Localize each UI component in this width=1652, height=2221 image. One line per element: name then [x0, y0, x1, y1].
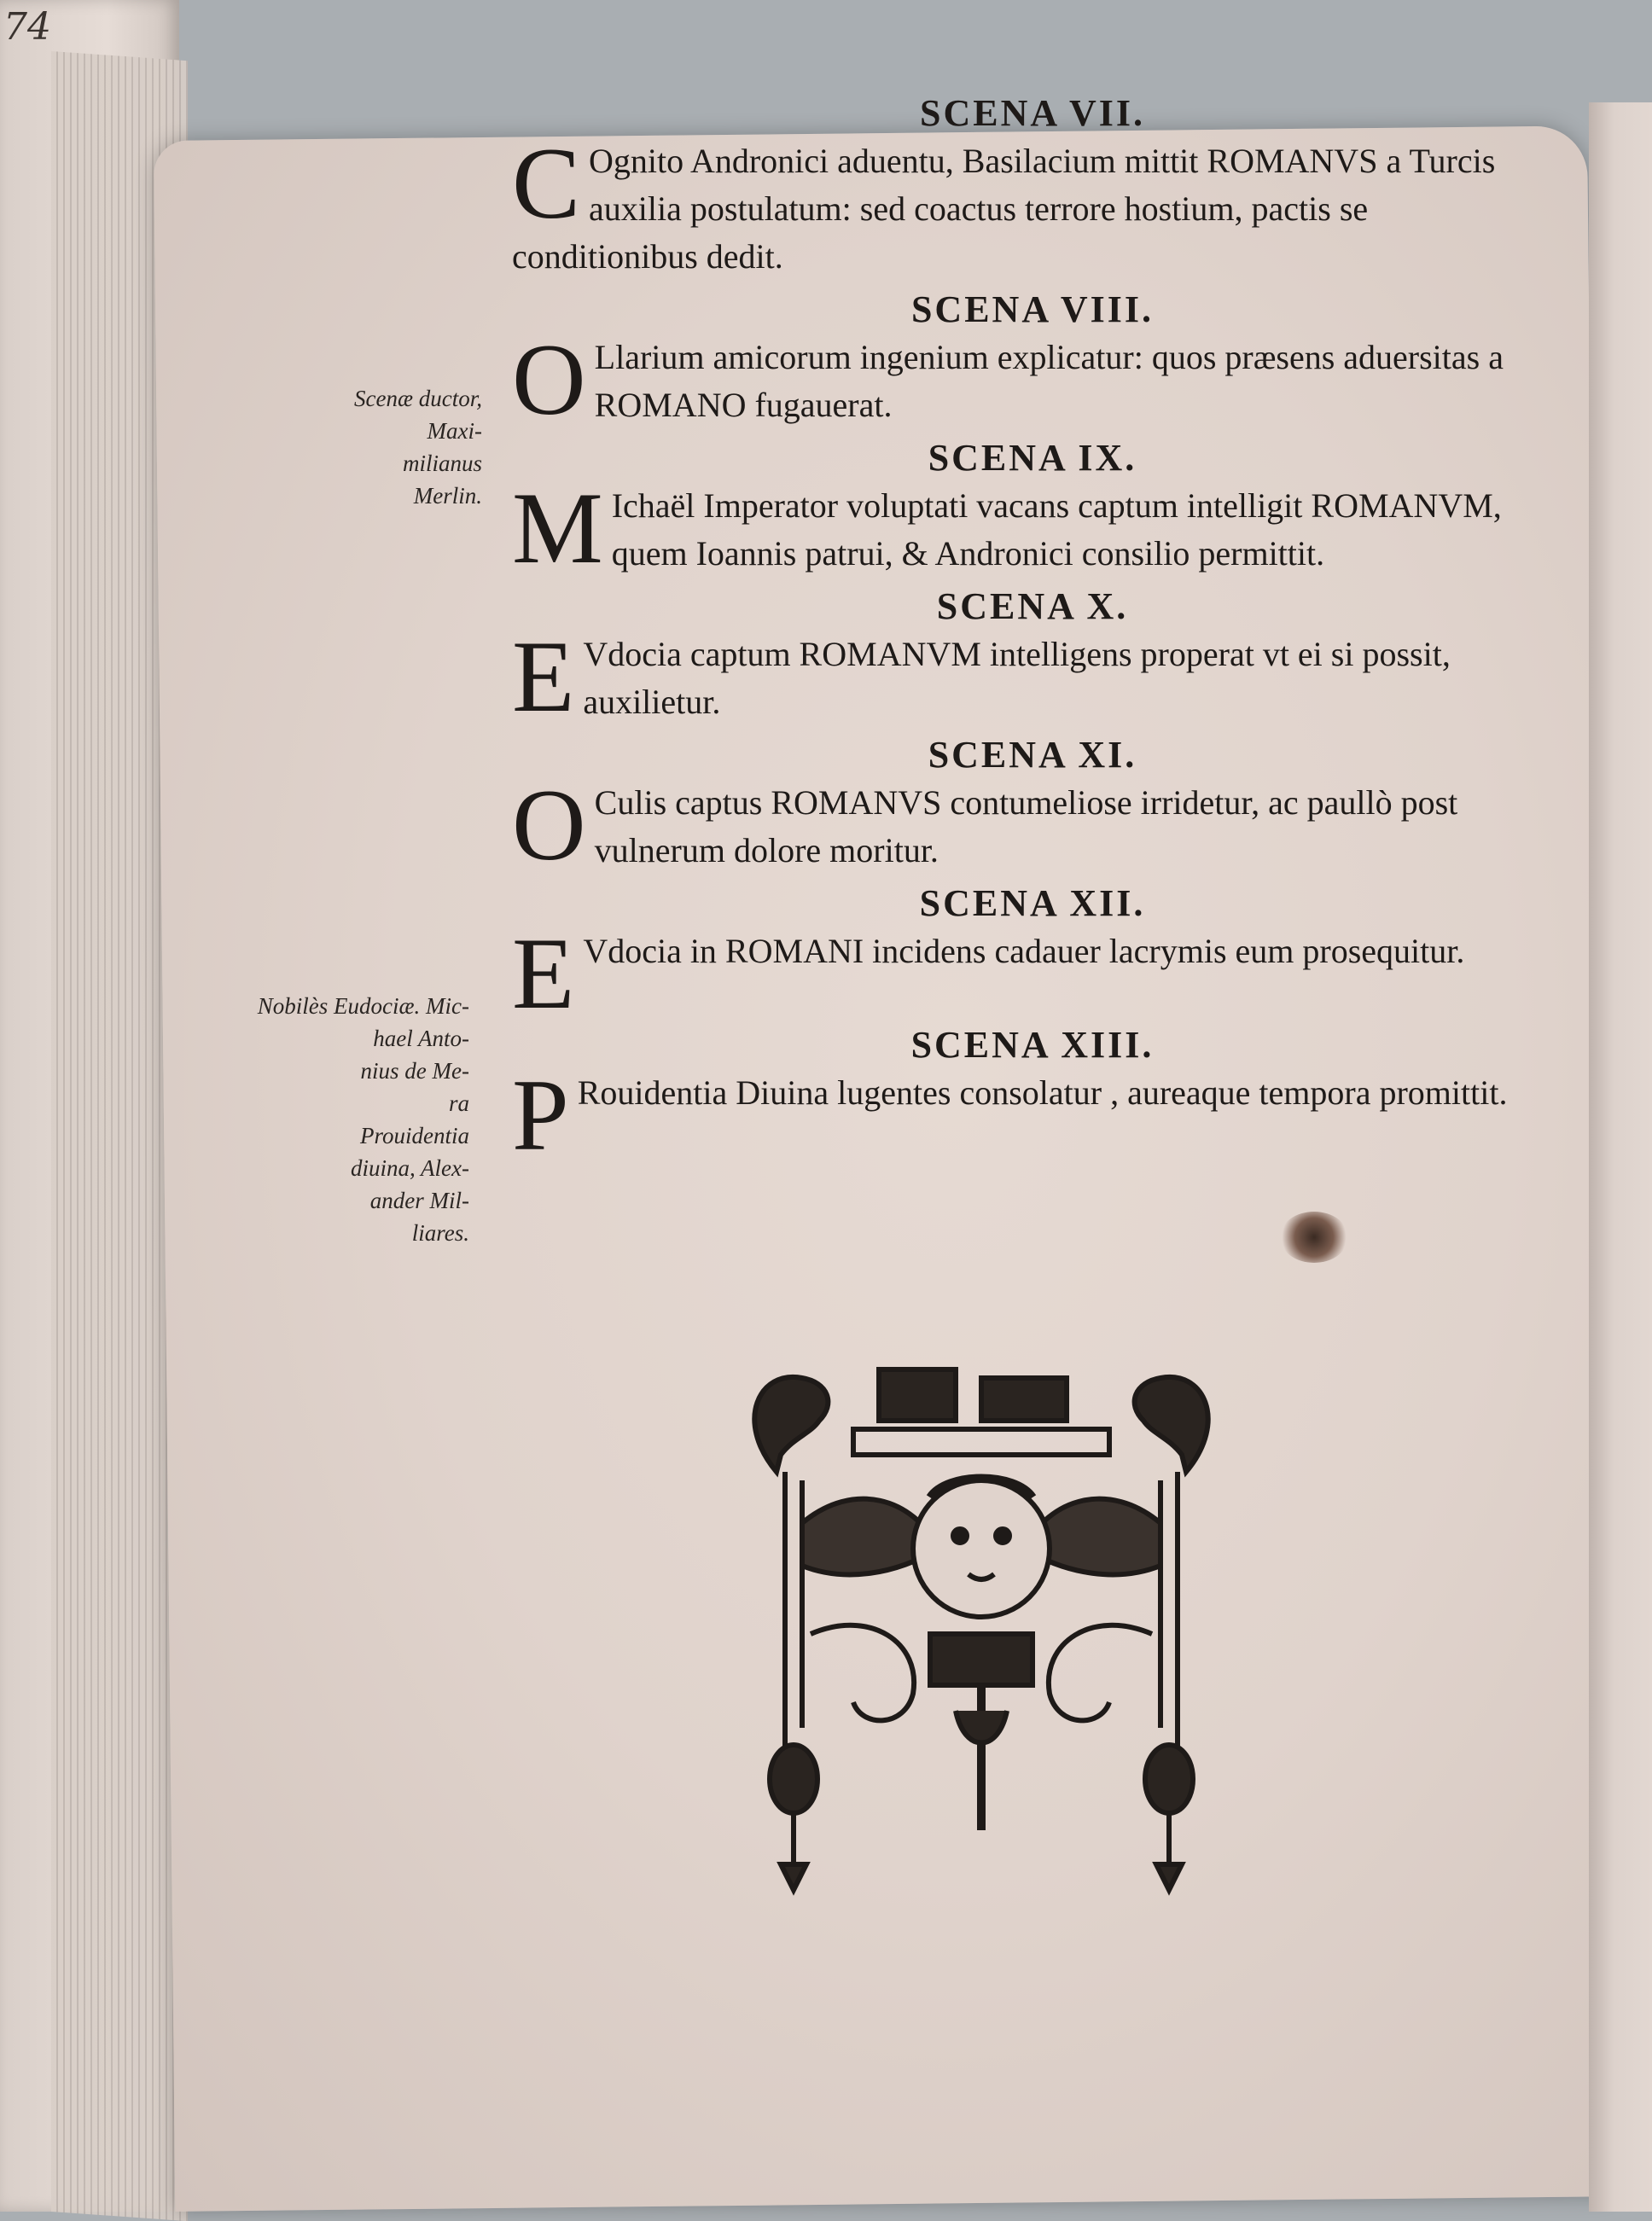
- drop-cap: C: [512, 126, 581, 240]
- margin-note-line: Merlin.: [413, 483, 482, 509]
- scene-8: [512, 286, 1553, 436]
- scene-13: [512, 1021, 1553, 1172]
- margin-note-line: diuina, Alex-: [351, 1155, 469, 1181]
- margin-note-line: Prouidentia: [360, 1123, 469, 1148]
- scene-summary: Rouidentia Diuina lugentes consolatur , aureaque tempora promittit.: [577, 1073, 1508, 1112]
- margin-note-line: hael Anto-: [373, 1026, 469, 1051]
- drop-cap: O: [512, 768, 586, 881]
- drop-cap: E: [512, 916, 575, 1030]
- margin-note-line: Scenæ ductor, Maxi-: [354, 386, 482, 444]
- scene-summary: Culis captus ROMANVS contumeliose irridetur, ac paullò post vulnerum dolore moritur.: [594, 783, 1458, 869]
- scene-summary: Vdocia captum ROMANVM intelligens properat vt ei si possit, auxilietur.: [583, 635, 1451, 721]
- ink-stain: [1280, 1212, 1348, 1263]
- margin-note-line: Nobilès Eudociæ. Mic-: [257, 993, 469, 1019]
- scene-summary: Ichaël Imperator voluptati vacans captum intelligit ROMANVM, quem Ioannis patrui, & Andronici consilio permittit.: [611, 486, 1502, 573]
- scene-list: [512, 90, 1553, 1172]
- page-number: 74: [3, 5, 51, 49]
- scene-7: [512, 90, 1553, 281]
- scene-heading: SCENA XIII.: [910, 1024, 1155, 1066]
- scene-12: [512, 880, 1553, 1030]
- drop-cap: M: [512, 471, 603, 584]
- margin-note-line: ra: [448, 1090, 469, 1116]
- scene-heading: SCENA VIII.: [910, 288, 1155, 330]
- drop-cap: E: [512, 619, 575, 733]
- scene-summary: Vdocia in ROMANI incidens cadauer lacrymis eum prosequitur.: [583, 932, 1465, 970]
- scene-10: [512, 583, 1553, 733]
- scene-heading: SCENA IX.: [928, 437, 1137, 479]
- scene-11: [512, 731, 1553, 881]
- scene-heading: SCENA XI.: [928, 734, 1137, 776]
- scene-heading: SCENA VII.: [920, 92, 1145, 134]
- margin-note-line: ander Mil-: [369, 1188, 469, 1213]
- left-page: [0, 0, 179, 2212]
- scene-heading: SCENA X.: [936, 585, 1129, 627]
- drop-cap: O: [512, 323, 586, 436]
- scene-summary: Ognito Andronici aduentu, Basilacium mittit ROMANVS a Turcis auxilia postulatum: sed coactus terrore hostium, pactis se conditionibus dedit.: [512, 142, 1496, 276]
- scene-heading: SCENA XII.: [919, 882, 1146, 924]
- scene-9: [512, 434, 1553, 584]
- margin-note-line: nius de Me-: [360, 1058, 469, 1084]
- margin-note-scene-8: [311, 382, 482, 512]
- margin-note-line: milianus: [402, 451, 482, 476]
- scene-summary: Llarium amicorum ingenium explicatur: quos præsens aduersitas a ROMANO fugauerat.: [594, 338, 1504, 424]
- margin-note-scene-12: [256, 990, 469, 1249]
- drop-cap: P: [512, 1058, 569, 1172]
- right-page: [1589, 102, 1652, 2212]
- margin-note-line: liares.: [411, 1220, 469, 1246]
- cherub-woodcut-ornament-icon: [700, 1352, 1263, 1916]
